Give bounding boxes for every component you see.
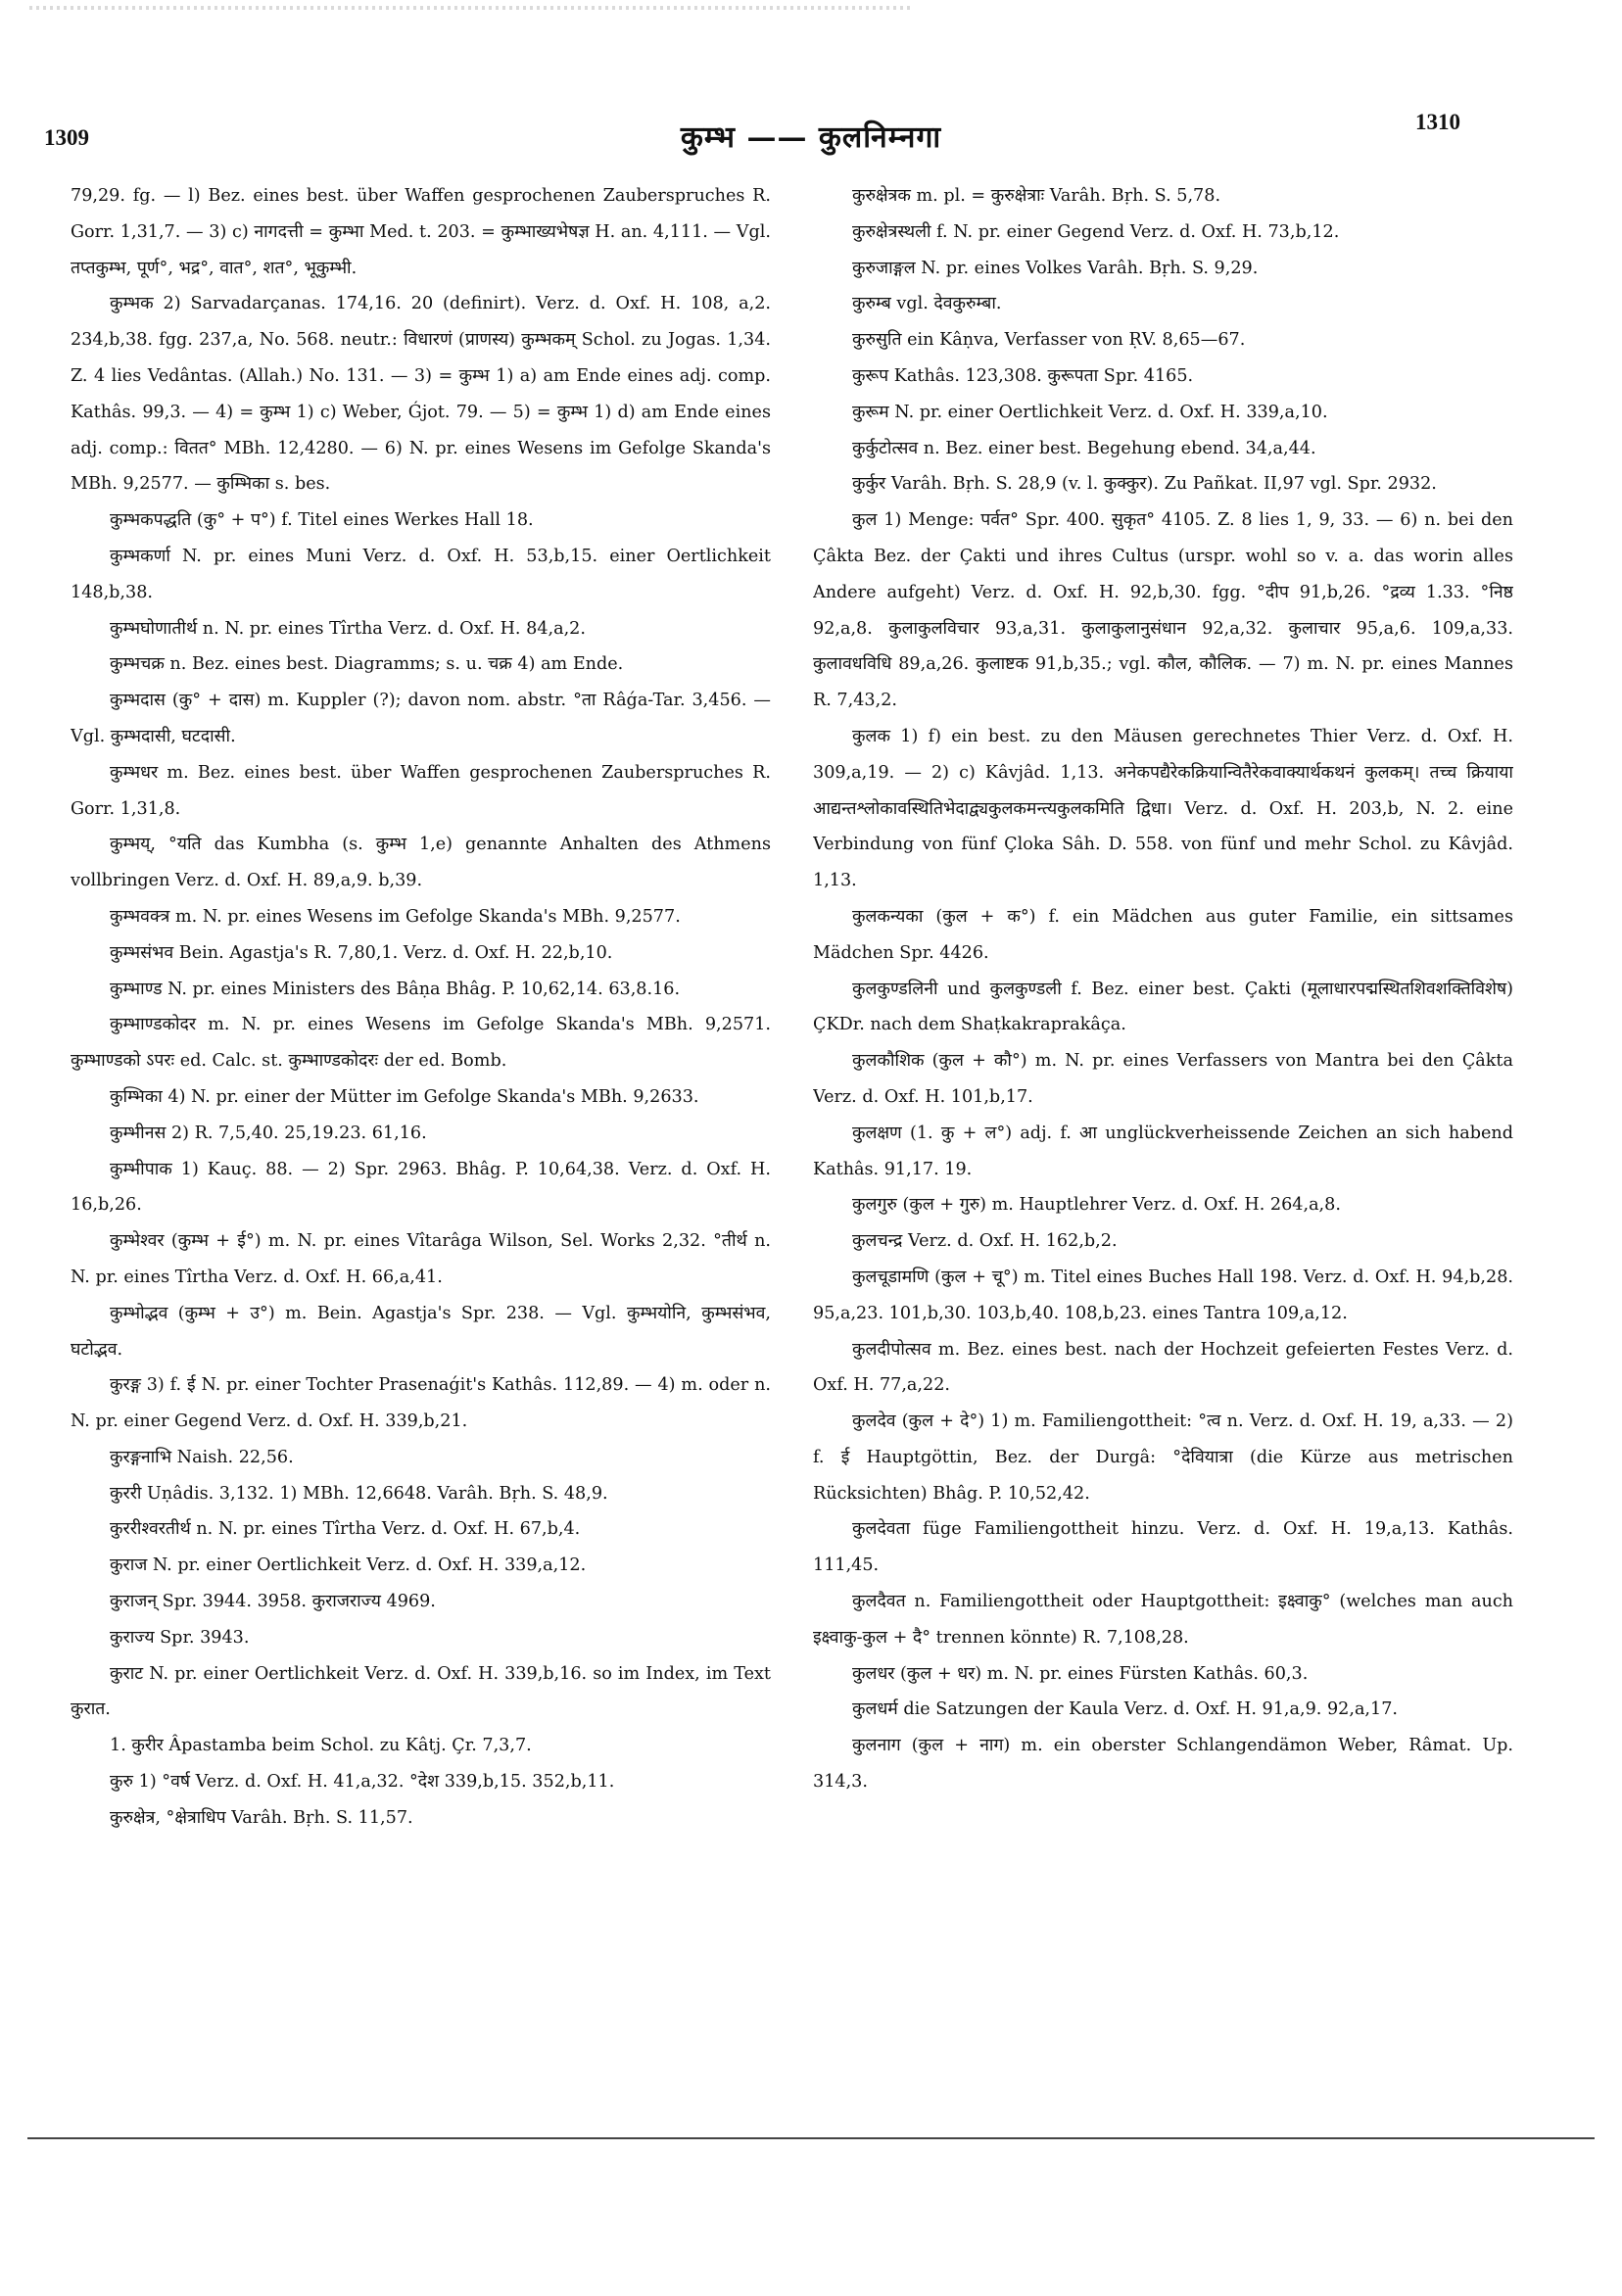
dictionary-entry: कुम्भघोणातीर्थ n. N. pr. eines Tîrtha Verz. d. Oxf. H. 84,a,2. (110, 618, 586, 639)
dictionary-entry: कुम्भक 2) Sarvadarçanas. 174,16. 20 (definirt). Verz. d. Oxf. H. 108, a,2. 234,b,38. fgg. 237,a, No. 568. neutr.: विधारणं (प्राणस्य) कुम्भकम् Schol. zu Jogas. 1,34. Z. 4 lies Vedântas. (Allah.) No. 131. — 3) = कुम्भ 1) a) am Ende eines adj. comp. Kathâs. 99,3. — 4) = कुम्भ 1) c) Weber, Ǵjot. 79. — 5) = कुम्भ 1) d) am Ende eines adj. comp.: वितत° MBh. 12,4280. — 6) N. pr. eines Wesens im Gefolge Skanda's MBh. 9,2577. — कुम्भिका s. bes. (71, 294, 771, 495)
dictionary-entry: कुर्कुर Varâh. Bṛh. S. 28,9 (v. l. कुक्कुर). Zu Pañkat. II,97 vgl. Spr. 2932. (852, 474, 1437, 495)
dictionary-entry: कुल 1) Menge: पर्वत° Spr. 400. सुकृत° 4105. Z. 8 lies 1, 9, 33. — 6) n. bei den Çâkta Bez. der Çakti und ihres Cultus (urspr. wohl so v. a. das worin alles Andere aufgeht) Verz. d. Oxf. H. 92,b,30. fgg. °दीप 91,b,26. °द्रव्य 1.33. °निष्ठ 92,a,8. कुलाकुलविचार 93,a,31. कुलाकुलानुसंधान 92,a,32. कुलाचार 95,a,6. 109,a,33. कुलावधविधि 89,a,26. कुलाष्टक 91,b,35.; vgl. कौल, कौलिक. — 7) m. N. pr. eines Mannes R. 7,43,2. (813, 510, 1513, 711)
dictionary-entry: 1. कुरीर Âpastamba beim Schol. zu Kâtj. Çr. 7,3,7. (110, 1736, 532, 1756)
dictionary-entry: कुलक 1) f) ein best. zu den Mäusen gerechnetes Thier Verz. d. Oxf. H. 309,a,19. — 2) c) Kâvjâd. 1,13. अनेकपद्यैरेकक्रियान्वितैरेकवाक्यार्थकथनं कुलकम्। तच्च क्रियाया आद्यन्तश्लोकावस्थितिभेदाद्व्यकुलकमन्त्यकुलकमिति द्विधा। Verz. d. Oxf. H. 203,b, N. 2. eine Verbindung von fünf Çloka Sâh. D. 558. von fünf und mehr Schol. zu Kâvjâd. 1,13. (813, 726, 1513, 891)
page-header (0, 110, 1622, 168)
dictionary-entry: कुलकन्यका (कुल + क°) f. ein Mädchen aus guter Familie, ein sittsames Mädchen Spr. 4426. (813, 906, 1513, 963)
dictionary-entry: कुम्भचक्र n. Bez. eines best. Diagramms; s. u. चक्र 4) am Ende. (110, 654, 624, 675)
dictionary-entry: कुम्भवक्त्र m. N. pr. eines Wesens im Gefolge Skanda's MBh. 9,2577. (110, 906, 681, 927)
dictionary-entry: कुलधर्म die Satzungen der Kaula Verz. d. Oxf. H. 91,a,9. 92,a,17. (852, 1699, 1398, 1720)
dictionary-entry: कुम्भधर m. Bez. eines best. über Waffen gesprochenen Zauberspruches R. Gorr. 1,31,8. (71, 762, 771, 819)
running-title: कुम्भ —— कुलनिम्नगा (680, 120, 942, 155)
dictionary-entry: कुलदैवत n. Familiengottheit oder Hauptgottheit: इक्ष्वाकु° (welches man auch इक्ष्वाकु-कुल + दै° trennen könnte) R. 7,108,28. (813, 1592, 1513, 1648)
dictionary-entry: कुम्भोद्भव (कुम्भ + उ°) m. Bein. Agastja's Spr. 238. — Vgl. कुम्भयोनि, कुम्भसंभव, घटोद्भव. (71, 1303, 771, 1360)
dictionary-entry: कुम्भकर्णा N. pr. eines Muni Verz. d. Oxf. H. 53,b,15. einer Oertlichkeit 148,b,38. (71, 546, 771, 602)
left-column (71, 178, 771, 2069)
dictionary-entry: कुलदेव (कुल + दे°) 1) m. Familiengottheit: °त्व n. Verz. d. Oxf. H. 19, a,33. — 2) f. ई Hauptgöttin, Bez. der Durgâ: °देवियात्रा (die Kürze aus metrischen Rücksichten) Bhâg. P. 10,52,42. (813, 1411, 1513, 1504)
page-number-left: 1309 (44, 125, 89, 150)
dictionary-entry: कुरङ्गनाभि Naish. 22,56. (110, 1447, 294, 1467)
dictionary-entry: कुरङ्ग 3) f. ई N. pr. einer Tochter Prasenaǵit's Kathâs. 112,89. — 4) m. oder n. N. pr. einer Gegend Verz. d. Oxf. H. 339,b,21. (71, 1375, 771, 1432)
dictionary-entry: कुलदीपोत्सव m. Bez. eines best. nach der Hochzeit gefeierten Festes Verz. d. Oxf. H. 77,a,22. (813, 1339, 1513, 1396)
dictionary-entry: कुम्भसंभव Bein. Agastja's R. 7,80,1. Verz. d. Oxf. H. 22,b,10. (110, 942, 613, 963)
dictionary-entry: कुरु 1) °वर्ष Verz. d. Oxf. H. 41,a,32. °देश 339,b,15. 352,b,11. (110, 1772, 615, 1793)
dictionary-entry: कुलदेवता füge Familiengottheit hinzu. Verz. d. Oxf. H. 19,a,13. Kathâs. 111,45. (813, 1519, 1513, 1576)
dictionary-entry: कुराज N. pr. einer Oertlichkeit Verz. d. Oxf. H. 339,a,12. (110, 1555, 587, 1576)
dictionary-entry: कुम्भदास (कु° + दास) m. Kuppler (?); davon nom. abstr. °ता Râǵa-Tar. 3,456. — Vgl. कुम्भदासी, घटदासी. (71, 691, 771, 746)
dictionary-entry: कुराजन् Spr. 3944. 3958. कुराजराज्य 4969. (110, 1592, 436, 1612)
dictionary-entry: 79,29. fg. — l) Bez. eines best. über Waffen gesprochenen Zauberspruches R. Gorr. 1,31,7. — 3) c) नागदत्ती = कुम्भा Med. t. 203. = कुम्भाख्यभेषज्ञ H. an. 4,111. — Vgl. तप्तकुम्भ, पूर्ण°, भद्र°, वात°, शत°, भूकुम्भी. (71, 186, 771, 278)
dictionary-entry: कुरुक्षेत्रक m. pl. = कुरुक्षेत्राः Varâh. Bṛh. S. 5,78. (852, 186, 1221, 206)
dictionary-entry: कुराट N. pr. einer Oertlichkeit Verz. d. Oxf. H. 339,b,16. so im Index, im Text कुरात. (71, 1663, 771, 1720)
dictionary-entry: कुलगुरु (कुल + गुरु) m. Hauptlehrer Verz. d. Oxf. H. 264,a,8. (852, 1195, 1341, 1216)
dictionary-entry: कुम्भेश्वर (कुम्भ + ई°) m. N. pr. eines Vîtarâga Wilson, Sel. Works 2,32. °तीर्थ n. N. pr. eines Tîrtha Verz. d. Oxf. H. 66,a,41. (71, 1231, 771, 1287)
dictionary-entry: कुम्भीनस 2) R. 7,5,40. 25,19.23. 61,16. (110, 1123, 427, 1143)
scan-artifact-line (29, 6, 911, 10)
dictionary-entry: कुररीश्वरतीर्थ n. N. pr. eines Tîrtha Verz. d. Oxf. H. 67,b,4. (110, 1519, 581, 1540)
dictionary-entry: कुरुसुति ein Kâṇva, Verfasser von ṚV. 8,65—67. (852, 330, 1246, 351)
dictionary-entry: कुरुम्ब vgl. देवकुरुम्बा. (852, 294, 1002, 314)
dictionary-entry: कुलकुण्डलिनी und कुलकुण्डली f. Bez. einer best. Çakti (मूलाधारपद्मस्थितशिवशक्तिविशेष) ÇKDr. nach dem Shaṭkakraprakâça. (813, 979, 1513, 1035)
dictionary-entry: कुम्भय्, °यति das Kumbha (s. कुम्भ 1,e) genannte Anhalten des Athmens vollbringen Verz. d. Oxf. H. 89,a,9. b,39. (71, 835, 771, 891)
dictionary-entry: कुम्भाण्डकोदर m. N. pr. eines Wesens im Gefolge Skanda's MBh. 9,2571. कुम्भाण्डको ऽपरः ed. Calc. st. कुम्भाण्डकोदरः der ed. Bomb. (71, 1015, 771, 1072)
dictionary-entry: कुरूम N. pr. einer Oertlichkeit Verz. d. Oxf. H. 339,a,10. (852, 402, 1328, 422)
dictionary-entry: कुरुक्षेत्र, °क्षेत्राधिप Varâh. Bṛh. S. 11,57. (110, 1807, 413, 1828)
dictionary-entry: कुलचूडामणि (कुल + चू°) m. Titel eines Buches Hall 198. Verz. d. Oxf. H. 94,b,28. 95,a,23. 101,b,30. 103,b,40. 108,b,23. eines Tantra 109,a,12. (813, 1267, 1513, 1323)
page-number-right: 1310 (1415, 110, 1460, 134)
dictionary-entry: कुराज्य Spr. 3943. (110, 1627, 250, 1648)
dictionary-entry: कुम्भिका 4) N. pr. einer der Mütter im Gefolge Skanda's MBh. 9,2633. (110, 1086, 699, 1107)
dictionary-entry: कुरुक्षेत्रस्थली f. N. pr. einer Gegend Verz. d. Oxf. H. 73,b,12. (852, 221, 1340, 242)
dictionary-entry: कुलधर (कुल + धर) m. N. pr. eines Fürsten Kathâs. 60,3. (852, 1663, 1309, 1684)
bottom-rule (27, 2137, 1595, 2139)
dictionary-entry: कुलचन्द्र Verz. d. Oxf. H. 162,b,2. (852, 1231, 1118, 1252)
right-column (813, 178, 1513, 2069)
dictionary-entry: कुरूप Kathâs. 123,308. कुरूपता Spr. 4165. (852, 365, 1194, 386)
dictionary-entry: कुररी Uṇâdis. 3,132. 1) MBh. 12,6648. Varâh. Bṛh. S. 48,9. (110, 1483, 608, 1504)
dictionary-entry: कुलक्षण (1. कु + ल°) adj. f. आ unglückverheissende Zeichen an sich habend Kathâs. 91,17. 19. (813, 1123, 1513, 1179)
dictionary-entry: कुम्भीपाक 1) Kauç. 88. — 2) Spr. 2963. Bhâg. P. 10,64,38. Verz. d. Oxf. H. 16,b,26. (71, 1159, 771, 1216)
dictionary-entry: कुम्भाण्ड N. pr. eines Ministers des Bâṇa Bhâg. P. 10,62,14. 63,8.16. (110, 979, 681, 999)
dictionary-entry: कुर्कुटोत्सव n. Bez. einer best. Begehung ebend. 34,a,44. (852, 438, 1316, 458)
dictionary-entry: कुम्भकपद्धति (कु° + प°) f. Titel eines Werkes Hall 18. (110, 510, 534, 531)
dictionary-entry: कुरुजाङ्गल N. pr. eines Volkes Varâh. Bṛh. S. 9,29. (852, 258, 1259, 278)
dictionary-entry: कुलनाग (कुल + नाग) m. ein oberster Schlangendämon Weber, Râmat. Up. 314,3. (813, 1736, 1513, 1793)
dictionary-entry: कुलकौशिक (कुल + कौ°) m. N. pr. eines Verfassers von Mantra bei den Çâkta Verz. d. Oxf. H. 101,b,17. (813, 1051, 1513, 1107)
